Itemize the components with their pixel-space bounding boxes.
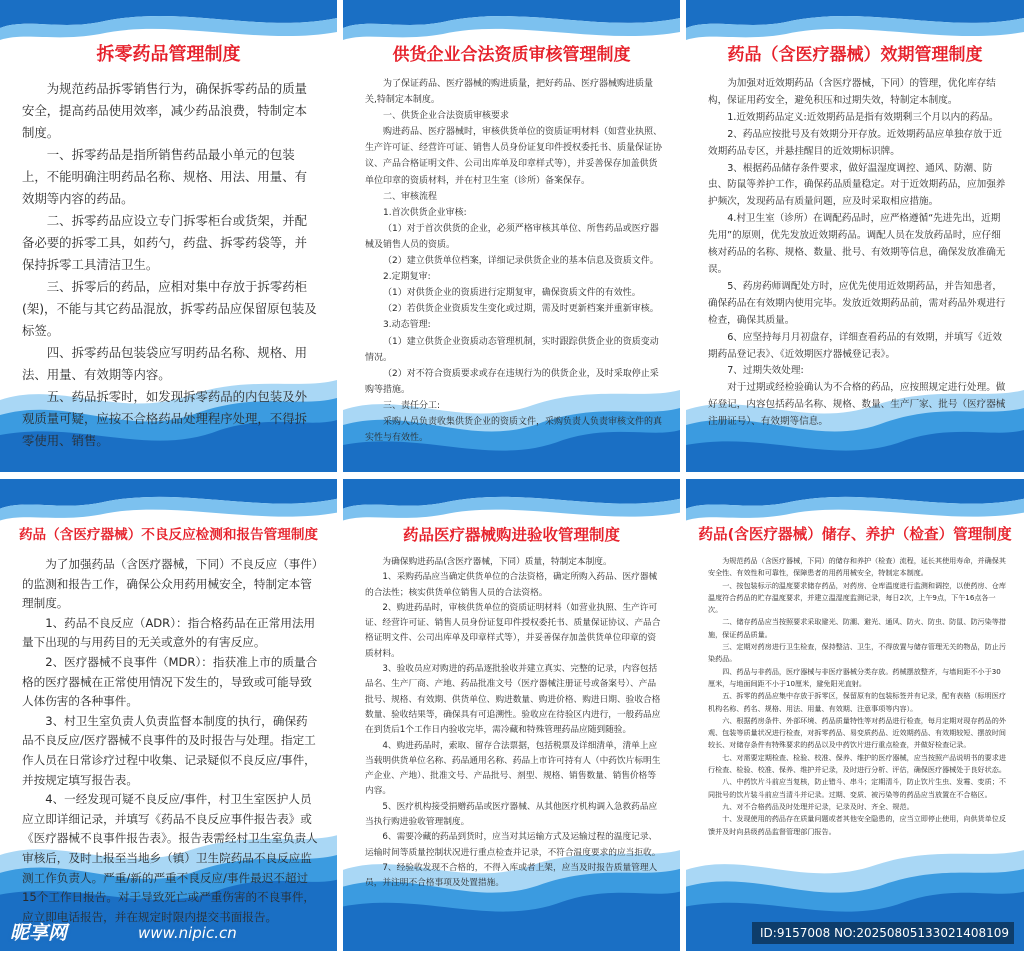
paragraph: 为了保证药品、医疗器械的购进质量，把好药品、医疗器械购进质量关,特制定本制度。 <box>365 79 654 106</box>
paragraph: 八、中药饮片斗前应当复核，防止错斗、串斗；定期清斗，防止饮片生虫、发霉、变质；不同批号的饮片装斗前应当清斗并记录。过期、变质、被污染等的药品应当放置在不合格区。 <box>708 777 1006 799</box>
paragraph: 为加强对近效期药品（含医疗器械，下同）的管理，优化库存结构，保证用药安全，避免积压和过期失效，特制定本制度。 <box>708 78 996 106</box>
paragraph: （2）若供货企业资质发生变化或过期，需及时更新档案并重新审核。 <box>383 304 659 315</box>
paragraph: 二、储存药品应当按照要求采取避光、防潮、避光、通风、防火、防虫、防鼠、防污染等措施，保证药品质量。 <box>708 617 1006 639</box>
paragraph: 五、药品拆零时，如发现拆零药品的内包装及外观质量可疑，应按不合格药品处理程序处理，不得拆零使用、销售。 <box>22 389 307 448</box>
paragraph: 1.首次供货企业审核: <box>383 207 467 218</box>
horizontal-gutter <box>0 472 1024 479</box>
paragraph: 为确保购进药品(含医疗器械，下同）质量，特制定本制度。 <box>382 557 612 567</box>
paragraph: 九、对不合格药品及时处理并记录，记录及时、齐全、规范。 <box>722 801 914 811</box>
panel-adverse-reaction <box>0 479 337 951</box>
paragraph: 对于过期或经检验确认为不合格的药品，应按照规定进行处理。做好登记，内容包括药品名称、规格、数量、生产厂家、批号（医疗器械注册证号）、有效期等信息。 <box>708 382 1006 428</box>
panel-body <box>708 555 1006 838</box>
paragraph: 二、拆零药品应设立专门拆零柜台或货架，并配备必要的拆零工具，如药勺，药盘、拆零药袋等，并保持拆零工具清洁卫生。 <box>22 213 307 272</box>
paragraph: 4.村卫生室（诊所）在调配药品时，应严格遵循“先进先出，近期先用”的原则，优先发放近效期药品。调配人员在发放药品时，应仔细核对药品的名称、规格、数量、批号、有效期等信息，确保发放准确无误。 <box>708 213 1006 275</box>
panel-title: 药品(含医疗器械）储存、养护（检查）管理制度 <box>698 526 1012 543</box>
paragraph: 1、采购药品应当确定供货单位的合法资格，确定所购入药品、医疗器械的合法性；核实供货单位销售人员的合法资格。 <box>365 572 658 598</box>
paragraph: 十、发现使用的药品存在质量问题或者其他安全隐患的，应当立即停止使用，向供货单位反馈并及时向县级药品监督管理部门报告。 <box>708 814 1006 836</box>
paragraph: （2）建立供货单位档案，详细记录供货企业的基本信息及资质文件。 <box>383 256 659 267</box>
paragraph: 七、对需要定期检查、检验、校准、保养、维护的医疗器械，应当按照产品说明书的要求进行检查、检验、校准、保养、维护并记录，及时进行分析、评估，确保医疗器械处于良好状态。 <box>708 752 1006 775</box>
paragraph: （1）对供货企业的资质进行定期复审，确保资质文件的有效性。 <box>383 288 641 299</box>
paragraph: 3、根据药品储存条件要求，做好温湿度调控、通风、防潮、防虫、防鼠等养护工作，确保药品质量稳定。对于近效期药品，应加强养护频次，发现药品有质量问题，应及时采取相应措施。 <box>708 162 1006 208</box>
panel-body <box>365 76 662 446</box>
paragraph: 为了加强药品（含医疗器械，下同）不良反应（事件）的监测和报告工作，确保公众用药用械安全，特制定本管理制度。 <box>22 557 318 611</box>
paragraph: 五、拆零的药品应集中存放于拆零区，保留原有的包装标签并有记录，配有表格（标明医疗机构名称、药名、规格、用法、用量、有效期、注意事项等内容）。 <box>708 691 1006 713</box>
panel-body <box>22 78 319 452</box>
panel-body <box>365 555 662 892</box>
paragraph: 2、医疗器械不良事件（MDR）：指获准上市的质量合格的医疗器械在正常使用情况下发生的，导致或可能导致人体伤害的各种事件。 <box>22 654 318 709</box>
paragraph: 一、拆零药品是指所销售药品最小单元的包装上，不能明确注明药品名称、规格、用法、用量、有效期等内容的药品。 <box>22 147 307 206</box>
panel-title: 药品（含医疗器械）不良反应检测和报告管理制度 <box>18 527 319 543</box>
paragraph: 四、拆零药品包装袋应写明药品名称、规格、用法、用量、有效期等内容。 <box>22 345 307 382</box>
paragraph: 5、药房药师调配处方时，应优先使用近效期药品，并告知患者，确保药品在有效期内使用完毕。发放近效期药品前，需对药品外观进行检查，确保其质量。 <box>708 280 1006 326</box>
panel-storage-maintenance <box>686 479 1024 951</box>
paragraph: 7、过期失效处理: <box>727 365 804 377</box>
paragraph: 采购人员负责收集供货企业的资质文件，采购负责人负责审核文件的真实性与有效性。 <box>365 416 663 444</box>
paragraph: 购进药品、医疗器械时，审核供货单位的资质证明材料（如营业执照、生产许可证、经营许可证、销售人员身份证复印件授权委托书、质量保证协议、产品合格证明文件、公司出库单及印章样式等），并妥善保存加盖供货单位印章的资质材料，并在村卫生室（诊所）备案保存。 <box>365 127 663 186</box>
paragraph: 六、根据药房条件、外部环境、药品质量特性等对药品进行检查，每月定期对现存药品的外观、包装等质量状况进行检查，对拆零药品、易变质药品、近效期药品、有效期较短、摆放时间较长、对储存条件有特殊要求的药品以及中药饮片进行重点检查，并做好检查记录。 <box>708 715 1006 750</box>
paragraph: 为规范药品（含医疗器械，下同）的储存和养护（检查）流程，延长其使用寿命，并确保其安全性、有效性和可靠性，保障患者的用药用械安全，特制定本制度。 <box>708 556 1006 578</box>
paragraph: 1、药品不良反应（ADR）：指合格药品在正常用法用量下出现的与用药目的无关或意外的有害反应。 <box>22 615 316 650</box>
panel-title: 拆零药品管理制度 <box>96 44 241 65</box>
paragraph: （1）建立供货企业资质动态管理机制，实时跟踪供货企业的资质变动情况。 <box>365 336 659 363</box>
paragraph: 3、验收员应对购进的药品逐批验收并建立真实、完整的记录，内容包括品名、生产厂商、产地、药品批准文号（医疗器械注册证号或备案号）、产品批号、规格、有效期、供货单位、购进数量、购进价格、购进日期、验收合格数量、验收结果等，确保具有可追溯性。验收应在待验区内进行，一般药品应在到货后1个工作日内验收完毕，需冷藏和特殊管理药品应随到随验。 <box>365 664 661 736</box>
paragraph: 2、药品应按批号及有效期分开存放。近效期药品应单独存放于近效期药品专区，并悬挂醒目的近效期标识牌。 <box>708 128 1002 157</box>
paragraph: 7、经验收发现不合格的，不得入库或者上架，应当及时报告质量管理人员，并注明不合格事项及处置措施。 <box>365 862 658 889</box>
panel-title: 药品医疗器械购进验收管理制度 <box>402 526 620 544</box>
panel-title: 供货企业合法资质审核管理制度 <box>392 45 631 65</box>
panel-purchase-acceptance <box>343 479 680 951</box>
paragraph: 为规范药品拆零销售行为，确保拆零药品的质量安全，提高药品使用效率，减少药品浪费，特制定本制度。 <box>22 81 307 140</box>
paragraph: 二、审核流程 <box>383 191 438 202</box>
paragraph: 1.近效期药品定义:近效期药品是指有效期剩三个月以内的药品。 <box>727 111 999 123</box>
panel-body <box>708 76 1006 431</box>
panel-body <box>22 555 319 927</box>
panel-supplier-qualification <box>343 0 680 472</box>
paragraph: 三、定期对药房进行卫生检查，保持整洁、卫生，不得放置与储存管理无关的物品，防止污染药品。 <box>708 642 1006 664</box>
paragraph: 6、需要冷藏的药品到货时，应当对其运输方式及运输过程的温度记录、运输时间等质量控制状况进行重点检查并记录，不符合温度要求的应当拒收。 <box>365 832 661 858</box>
paragraph: 4、一经发现可疑不良反应/事件，村卫生室医护人员应立即详细记录，并填写《药品不良反应事件报告表》或《医疗器械不良事件报告表》。报告表需经村卫生室负责人审核后，及时上报至当地乡（镇）卫生院药品不良反应监测工作负责人。严重/新的严重不良反应/事件最迟不超过15个工作日报告。对于导致死亡或严重伤害的不良事件，应立即电话报告，并在规定时限内提交书面报告。 <box>22 792 318 924</box>
paragraph: 3.动态管理: <box>383 320 431 331</box>
watermark-id: ID:9157008 NO:20250805133021408109 <box>752 922 1014 944</box>
paragraph: 6、应坚持每月月初盘存，详细查看药品的有效期，并填写《近效期药品登记表》、《近效期医疗器械登记表》。 <box>708 331 1002 360</box>
panel-split-drug-management <box>0 0 337 472</box>
paragraph: 3、村卫生室负责人负责监督本制度的执行，确保药品不良反应/医疗器械不良事件的及时报告与处理。指定工作人员在日常诊疗过程中收集、记录疑似不良反应/事件，并按规定填写报告表。 <box>22 713 316 787</box>
paragraph: 四、药品与非药品，医疗器械与非医疗器械分类存放。药械摆放整齐，与墙间距不小于30厘米，与地面间距不小于10厘米，避免阳光直射。 <box>708 666 1001 688</box>
paragraph: 一、供货企业合法资质审核要求 <box>383 111 510 122</box>
paragraph: 5、医疗机构接受捐赠药品或医疗器械、从其他医疗机构调入急救药品应当执行购进验收管理制度。 <box>365 801 658 828</box>
paragraph: 4、购进药品时，索取、留存合法票据，包括税票及详细清单，清单上应当载明供货单位名称、药品通用名称、药品上市许可持有人（中药饮片标明生产企业、产地）、批准文号、产品批号、剂型、规格、销售数量、销售价格等内容。 <box>365 740 661 797</box>
panel-title: 药品（含医疗器械）效期管理制度 <box>727 45 983 65</box>
paragraph: （1）对于首次供货的企业，必须严格审核其单位、所售药品或医疗器械及销售人员的资质。 <box>365 223 659 250</box>
paragraph: 2.定期复审: <box>383 272 431 283</box>
panel-expiry-management <box>686 0 1024 472</box>
watermark-logo: 昵享网 <box>10 922 68 944</box>
paragraph: 一、按包装标示的温度要求储存药品，对药房、仓库温度进行监测和调控，以使药房、仓库温度符合药品的贮存温度要求，并建立温湿度监测记录，每日2次，上午9点，下午16点各一次。 <box>708 580 1006 615</box>
watermark-url: www.nipic.cn <box>138 924 237 942</box>
paragraph: 三、拆零后的药品，应相对集中存放于拆零药柜(架)，不能与其它药品混放，拆零药品应保留原包装及标签。 <box>22 279 317 338</box>
paragraph: 三、责任分工: <box>383 400 441 411</box>
paragraph: （2）对不符合资质要求或存在违规行为的供货企业，及时采取停止采购等措施。 <box>365 368 659 395</box>
paragraph: 2、购进药品时，审核供货单位的资质证明材料（如营业执照、生产许可证、经营许可证、销售人员身份证复印件授权委托书、质量保证协议、产品合格证明文件、公司出库单及印章样式等），并妥善保存加盖供货单位印章的资质材料。 <box>365 602 661 659</box>
